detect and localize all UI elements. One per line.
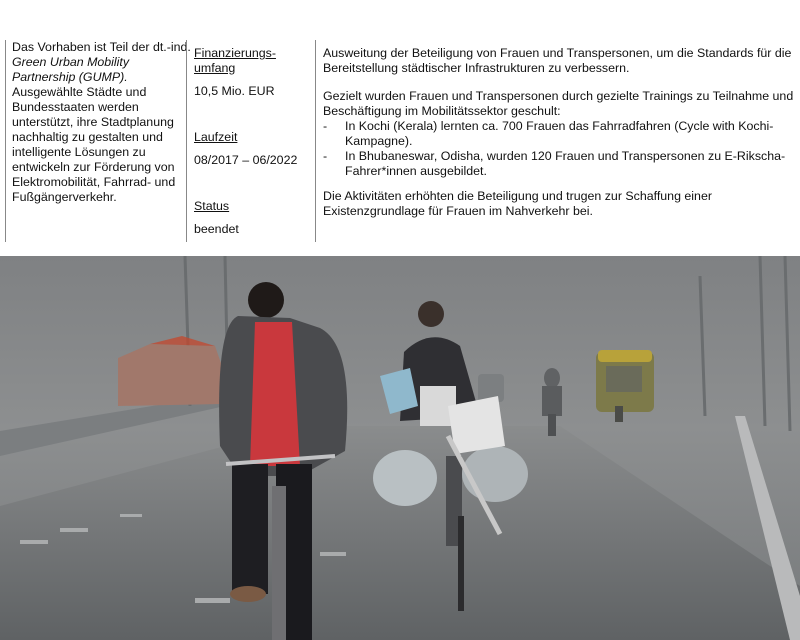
duration-value: 08/2017 – 06/2022: [194, 153, 298, 167]
bullet-text-kochi: In Kochi (Kerala) lernten ca. 700 Frauen das Fahrradfahren (Cycle with Kochi-Kampagne).: [345, 119, 774, 148]
description-program-name: Green Urban Mobility Partnership (GUMP).: [12, 55, 130, 84]
results-intro: Ausweitung der Beteiligung von Frauen und Transpersonen, um die Standards für die Bereitstellung städtischer Infrastrukturen zu verbessern.: [323, 46, 792, 75]
list-item: [323, 149, 800, 179]
funding-label: Finanzierungs- umfang: [194, 46, 276, 75]
results-conclusion: Die Aktivitäten erhöhten die Beteiligung und trugen zur Schaffung einer Existenzgrundlage für Frauen im Nahverkehr bei.: [323, 189, 712, 218]
status-value: beendet: [194, 222, 239, 236]
project-description: [12, 40, 192, 205]
project-info-table: [0, 0, 800, 248]
results-list: [323, 119, 800, 179]
project-facts-column: [186, 40, 321, 242]
project-description-column: [5, 40, 192, 242]
description-text-start: Das Vorhaben ist Teil der dt.-ind.: [12, 40, 191, 54]
bullet-dash: -: [323, 149, 328, 163]
status-label: Status: [194, 199, 230, 213]
duration-label: Laufzeit: [194, 130, 238, 144]
bullet-dash: -: [323, 119, 328, 133]
photo-illustration: [0, 256, 800, 640]
results-column: [315, 40, 800, 242]
list-item: [323, 119, 800, 149]
bullet-text-bhubaneswar: In Bhubaneswar, Odisha, wurden 120 Frauen und Transpersonen zu E-Rikscha-Fahrer*innen ausgebildet.: [345, 149, 786, 178]
auto-rickshaw: [596, 350, 654, 422]
photo-foggy-road-cyclists: [0, 256, 800, 640]
results-training: Gezielt wurden Frauen und Transpersonen durch gezielte Trainings zu Teilnahme und Beschäftigung im Mobilitätssektor geschult:: [323, 89, 794, 118]
funding-value: 10,5 Mio. EUR: [194, 84, 275, 98]
description-text-end: Ausgewählte Städte und Bundesstaaten werden unterstützt, ihre Stadtplanung nachhaltig zu gestalten und intelligente Lösungen zu entwickeln zur Förderung von Elektromobilität, Fahrrad- und Fußgängerverkehr.: [12, 85, 176, 204]
